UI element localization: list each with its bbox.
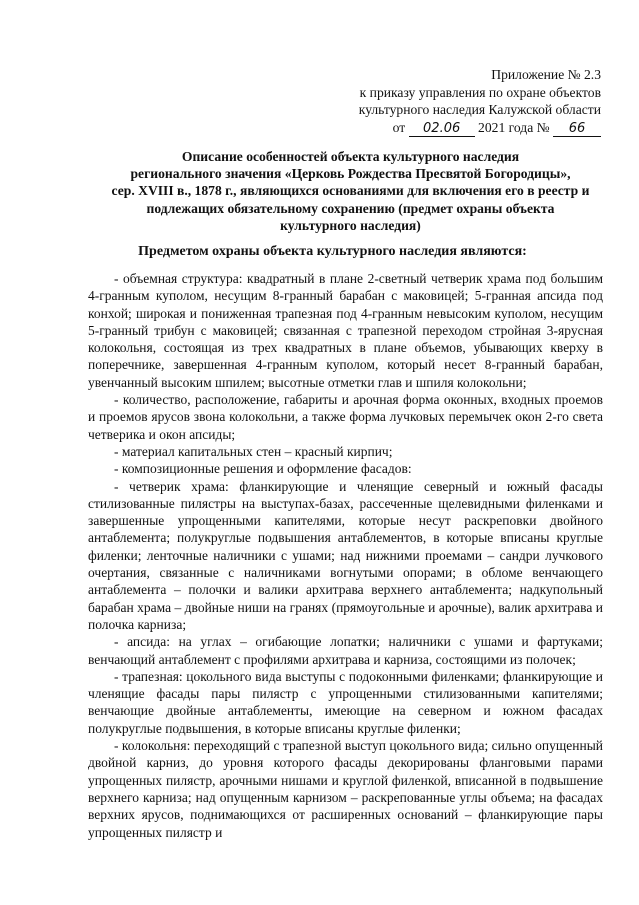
appendix-block: [359, 66, 601, 137]
appendix-order-ref: к приказу управления по охране объектов: [359, 84, 601, 100]
appendix-authority: культурного наследия Калужской области: [358, 102, 601, 118]
paragraph-apse: - апсида: на углах – огибающие лопатки; наличники с ушами и фартуками; венчающий антаблемент с профилями архитрава и карниза, состоящими из полочек;: [88, 634, 603, 667]
paragraph-wall-material: - материал капитальных стен – красный кирпич;: [114, 443, 393, 459]
paragraph-bell-tower: - колокольня: переходящий с трапезной выступ цокольного вида; сильно опущенный двойной карниз, до уровня которого фасады декорированы фланговыми парами упрощенных пилястр, арочными нишами и круглой филенкой, вписанной в подвышение верхнего карниза; над опущенным карнизом – раскрепованные углы объема; на фасадах верхних ярусов, поднимающихся от расширенных оснований – фланкирующие пары упрощенных пилястр и: [88, 738, 603, 840]
title-line: культурного наследия): [280, 217, 421, 233]
year-label: 2021 года №: [478, 119, 550, 135]
paragraph-volume-structure: - объемная структура: квадратный в плане 2-светный четверик храма под большим 4-гранным куполом, несущим 8-гранный барабан с маковицей; 5-гранная апсида под конхой; широкая и пониженная трапезная под 4-гранным невысоким куполом, несущим 5-гранный трибун с маковицей; связанная с трапезной переходом стройная 3-ярусная колокольня, состоящая из трех квадратных в плане объемов, убывающих кверху в поперечнике, завершенная 4-гранным куполом, который несет 8-гранный барабан, увенчанный высоким шпилем; высотные отметки глав и шпиля колокольни;: [88, 271, 603, 390]
paragraph-facades-intro: - композиционные решения и оформление фасадов:: [114, 461, 412, 477]
title-line: сер. XVIII в., 1878 г., являющихся основаниями для включения его в реестр и: [111, 183, 590, 199]
handwritten-number: 66: [553, 122, 601, 137]
paragraph-openings: - количество, расположение, габариты и арочная форма оконных, входных проемов и проемов ярусов звона колокольни, а также форма лучковых перемычек окон 2-го света четверика и окон апсиды;: [88, 392, 603, 442]
appendix-date-line: [359, 119, 601, 137]
appendix-title: Приложение № 2.3: [491, 67, 601, 82]
title-line: Описание особенностей объекта культурного наследия: [181, 149, 520, 164]
handwritten-date: 02.06: [409, 122, 475, 137]
title-line: регионального значения «Церковь Рождества Пресвятой Богородицы»,: [130, 166, 571, 182]
from-label: от: [392, 119, 406, 135]
title-line: подлежащих обязательному сохранению (предмет охраны объекта: [146, 200, 555, 216]
paragraph-chetverik: - четверик храма: фланкирующие и членящие северный и южный фасады стилизованные пилястры на выступах-базах, рассеченные щелевидными филенками и завершенные упрощенными капителями, которые несут раскреповки двойного антаблемента; полукруглые подвышения антаблементов, в которые вписаны круглые филенки; ленточные наличники с ушами; над нижними проемами – сандри лучкового очертания, связанные с наличниками вогнутыми опорами; в обломе венчающего антаблемента – полочки и валики архитрава верхнего антаблемента; надкупольный барабан храма – двойные ниши на гранях (прямоугольные и арочные), валик архитрава и полочка карниза;: [88, 478, 603, 632]
document-body: [88, 270, 603, 841]
subject-heading: Предметом охраны объекта культурного наследия являются:: [138, 244, 527, 259]
paragraph-refectory: - трапезная: цокольного вида выступы с подоконными филенками; фланкирующие и членящие фасады пары пилястр с упрощенными стилизованными капителями; венчающие двойные антаблементы, имеющие на северном и южном фасадах полукруглые подвышения, в которые вписаны круглые филенки;: [88, 668, 603, 736]
document-title: [96, 148, 605, 234]
